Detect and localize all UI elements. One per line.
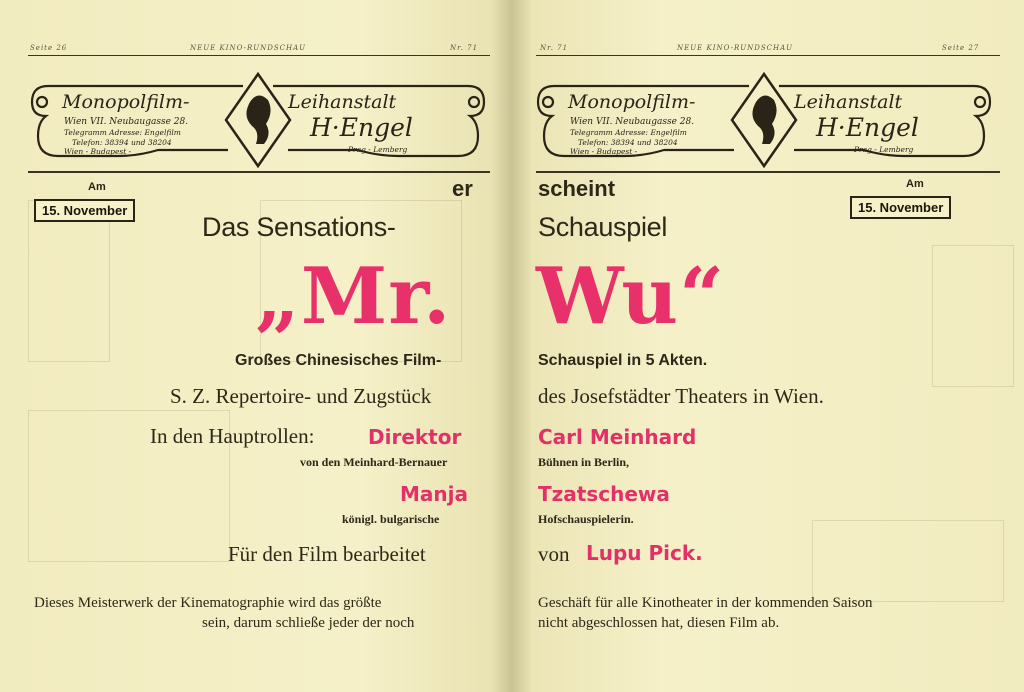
title-mr: „Mr. bbox=[255, 251, 452, 342]
body-text-line1: Geschäft für alle Kinotheater in der kommenden Saison bbox=[538, 595, 873, 611]
body-text-line2: nicht abgeschlossen hat, diesen Film ab. bbox=[538, 615, 780, 631]
logo-addr1: Wien VII. Neubaugasse 28. bbox=[570, 117, 695, 127]
name-carl-meinhard: Carl Meinhard bbox=[538, 425, 697, 449]
logo-line2: Leihanstalt bbox=[288, 91, 397, 113]
word-von: von bbox=[538, 542, 570, 566]
logo-addr5: Prag - Lemberg bbox=[854, 145, 914, 154]
logo-line1: Monopolfilm- bbox=[62, 91, 190, 113]
page-number: Seite 27 bbox=[942, 44, 980, 52]
line-josefstaedter: des Josefstädter Theaters in Wien. bbox=[538, 384, 824, 408]
body-text-line2: sein, darum schließe jeder der noch bbox=[202, 615, 415, 631]
date-box: 15. November bbox=[850, 196, 951, 219]
line-bearbeitet: Für den Film bearbeitet bbox=[228, 542, 426, 566]
word-fragment-er: er bbox=[452, 176, 473, 201]
logo-addr2: Telegramm Adresse: Engelfilm bbox=[64, 128, 181, 137]
body-text-line1: Dieses Meisterwerk der Kinematographie wird das größte bbox=[34, 595, 382, 611]
logo-addr3: Telefon: 38394 und 38204 bbox=[72, 138, 172, 147]
line-repertoire: S. Z. Repertoire- und Zugstück bbox=[170, 384, 432, 408]
header-rule bbox=[28, 55, 490, 56]
logo-rule bbox=[536, 171, 1000, 173]
am-label: Am bbox=[88, 181, 106, 193]
line-akten: Schauspiel in 5 Akten. bbox=[538, 352, 708, 369]
date-box: 15. November bbox=[34, 199, 135, 222]
engel-logo bbox=[28, 72, 488, 170]
logo-line1: Monopolfilm- bbox=[568, 91, 696, 113]
logo-rule bbox=[28, 171, 490, 173]
word-scheint: scheint bbox=[538, 176, 616, 201]
logo-addr1: Wien VII. Neubaugasse 28. bbox=[64, 117, 189, 127]
line-meinhard-bernauer: von den Meinhard-Bernauer bbox=[300, 455, 448, 469]
running-head: NEUE KINO-RUNDSCHAU bbox=[677, 44, 794, 52]
logo-addr2: Telegramm Adresse: Engelfilm bbox=[570, 128, 687, 137]
logo-name: H·Engel bbox=[816, 113, 919, 142]
logo-line2: Leihanstalt bbox=[794, 91, 903, 113]
headline-schauspiel: Schauspiel bbox=[538, 212, 668, 242]
line-hofschauspielerin: Hofschauspielerin. bbox=[538, 512, 634, 526]
name-lupu-pick: Lupu Pick. bbox=[586, 541, 703, 565]
bleed-through-box bbox=[28, 200, 110, 362]
issue-number: Nr. 71 bbox=[450, 44, 479, 52]
right-page bbox=[512, 0, 1024, 692]
logo-name: H·Engel bbox=[310, 113, 413, 142]
line-bulgarische: königl. bulgarische bbox=[342, 512, 440, 526]
logo-addr5: Prag - Lemberg bbox=[348, 145, 408, 154]
headline-sensations: Das Sensations- bbox=[202, 212, 396, 242]
bleed-through-box bbox=[812, 520, 1004, 602]
logo-addr4: Wien - Budapest - bbox=[570, 147, 638, 156]
role-manja: Manja bbox=[400, 482, 468, 506]
header-rule bbox=[536, 55, 1000, 56]
page-number: Seite 26 bbox=[30, 44, 68, 52]
issue-number: Nr. 71 bbox=[540, 44, 569, 52]
line-buehnen: Bühnen in Berlin, bbox=[538, 455, 630, 469]
bleed-through-box bbox=[932, 245, 1014, 387]
am-label: Am bbox=[906, 178, 924, 190]
name-tzatschewa: Tzatschewa bbox=[538, 482, 670, 506]
logo-addr3: Telefon: 38394 und 38204 bbox=[578, 138, 678, 147]
running-head: NEUE KINO-RUNDSCHAU bbox=[190, 44, 307, 52]
hauptrollen-label: In den Hauptrollen: bbox=[150, 424, 315, 448]
engel-logo bbox=[534, 72, 994, 170]
logo-addr4: Wien - Budapest - bbox=[64, 147, 132, 156]
title-wu: Wu“ bbox=[536, 251, 726, 342]
role-direktor: Direktor bbox=[368, 425, 462, 449]
line-chinesisches: Großes Chinesisches Film- bbox=[235, 352, 442, 369]
